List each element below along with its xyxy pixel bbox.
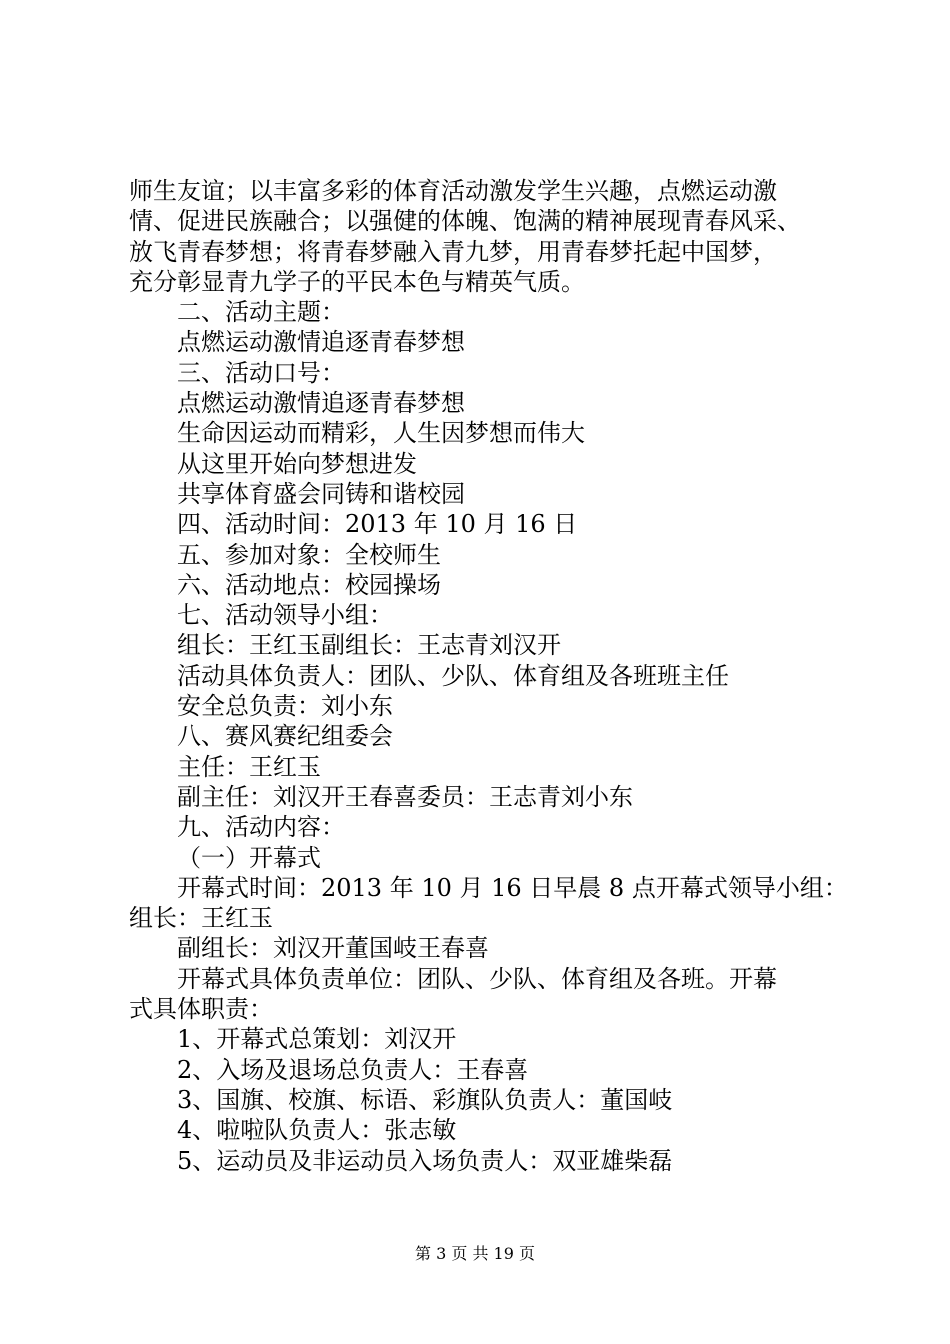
text-line: （一）开幕式 xyxy=(177,843,321,872)
page-number-footer: 第 3 页 共 19 页 xyxy=(415,1244,535,1263)
text-line: 六、活动地点：校园操场 xyxy=(177,570,441,599)
document-body xyxy=(129,176,848,1176)
text-line: 生命因运动而精彩，人生因梦想而伟大 xyxy=(177,419,585,448)
text-line: 主任：王红玉 xyxy=(177,752,321,781)
text-line: 3、国旗、校旗、标语、彩旗队负责人：董国岐 xyxy=(177,1085,673,1114)
text-line: 从这里开始向梦想进发 xyxy=(177,449,417,478)
text-line: 二、活动主题： xyxy=(177,298,345,327)
text-line: 情、促进民族融合；以强健的体魄、饱满的精神展现青春风采、 xyxy=(129,207,801,236)
text-line: 三、活动口号： xyxy=(177,358,345,387)
text-line: 1、开幕式总策划：刘汉开 xyxy=(177,1025,457,1054)
text-line: 九、活动内容： xyxy=(177,813,345,842)
text-line: 副主任：刘汉开王春喜委员：王志青刘小东 xyxy=(177,782,633,811)
text-line: 七、活动领导小组： xyxy=(177,601,393,630)
text-line: 开幕式具体负责单位：团队、少队、体育组及各班。开幕 xyxy=(177,964,777,993)
text-line: 充分彰显青九学子的平民本色与精英气质。 xyxy=(129,267,585,296)
text-line: 点燃运动激情追逐青春梦想 xyxy=(177,328,465,357)
text-line: 点燃运动激情追逐青春梦想 xyxy=(177,389,465,418)
text-line: 式具体职责： xyxy=(129,995,273,1024)
text-line: 安全总负责：刘小东 xyxy=(177,692,393,721)
text-line: 四、活动时间：2013 年 10 月 16 日 xyxy=(177,510,578,539)
text-line: 组长：王红玉副组长：王志青刘汉开 xyxy=(177,631,561,660)
text-line: 八、赛风赛纪组委会 xyxy=(177,722,393,751)
text-line: 共享体育盛会同铸和谐校园 xyxy=(177,479,465,508)
text-line: 副组长：刘汉开董国岐王春喜 xyxy=(177,934,489,963)
text-line: 放飞青春梦想；将青春梦融入青九梦，用青春梦托起中国梦， xyxy=(129,237,777,266)
text-line: 活动具体负责人：团队、少队、体育组及各班班主任 xyxy=(177,661,729,690)
text-line: 师生友谊；以丰富多彩的体育活动激发学生兴趣，点燃运动激 xyxy=(129,177,777,205)
text-line: 4、啦啦队负责人：张志敏 xyxy=(177,1116,457,1145)
text-line: 5、运动员及非运动员入场负责人：双亚雄柴磊 xyxy=(177,1146,673,1175)
text-line: 2、入场及退场总负责人：王春喜 xyxy=(177,1055,529,1084)
text-line: 开幕式时间：2013 年 10 月 16 日早晨 8 点开幕式领导小组： xyxy=(177,873,848,902)
text-line: 组长：王红玉 xyxy=(129,904,273,933)
text-line: 五、参加对象：全校师生 xyxy=(177,540,441,569)
